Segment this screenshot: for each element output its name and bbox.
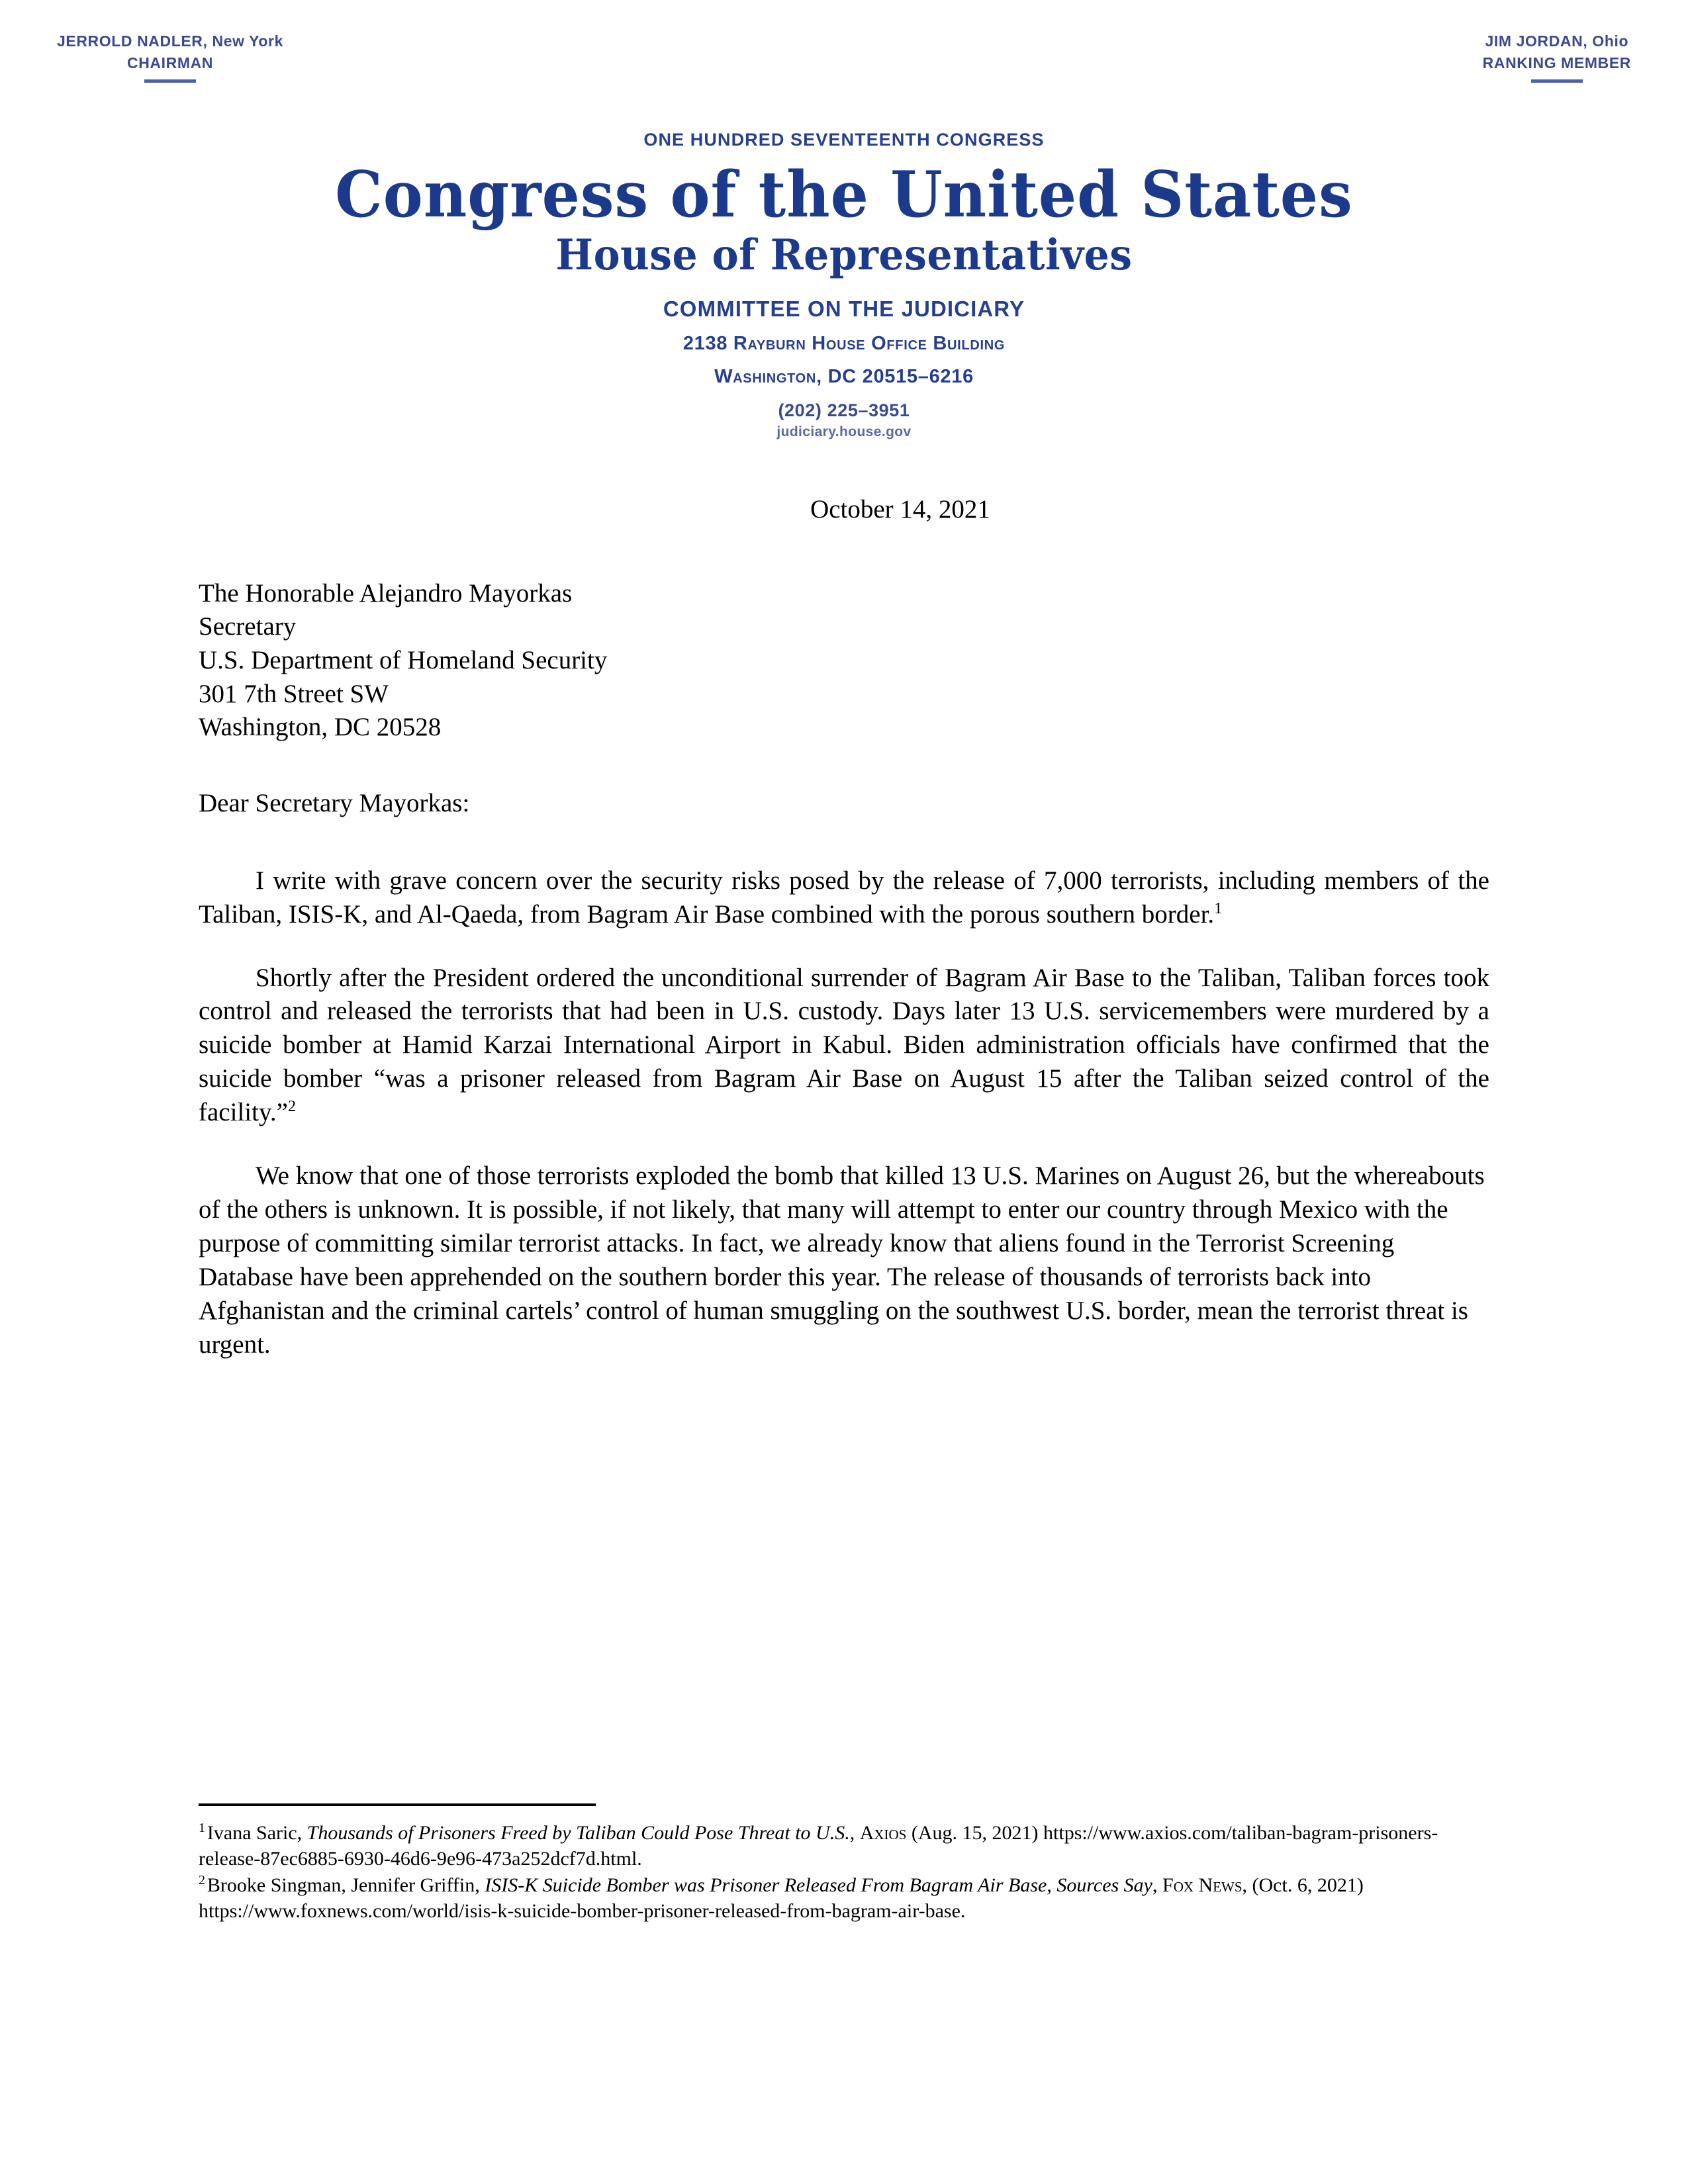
footnote-marker: 1 — [1214, 899, 1223, 917]
congress-number: ONE HUNDRED SEVENTEENTH CONGRESS — [643, 130, 1045, 150]
footnote-date: (Aug. 15, 2021) — [906, 1822, 1044, 1844]
recipient-line: Washington, DC 20528 — [199, 713, 442, 742]
salutation: Dear Secretary Mayorkas: — [199, 789, 470, 818]
footnote-number: 1 — [199, 1821, 205, 1835]
ranking-member-name: JIM JORDAN, Ohio — [1485, 32, 1629, 50]
ranking-member-rule — [1531, 79, 1583, 83]
chairman-name: JERROLD NADLER, New York — [57, 32, 283, 50]
chairman-block — [57, 30, 283, 83]
body-paragraph — [199, 1160, 1489, 1361]
address-building: 2138 Rayburn House Office Building — [682, 332, 1006, 354]
recipient-line: Secretary — [199, 612, 297, 641]
footnote-url[interactable]: https://www.foxnews.com/world/isis-k-suicide-bomber-prisoner-released-from-bagram-air-base. — [199, 1899, 966, 1922]
paragraph-text: We know that one of those terrorists exploded the bomb that killed 13 U.S. Marines on August 26, but the whereabouts of the others is unknown. It is possible, if not likely, that many will attempt to enter our country through Mexico with the purpose of committing similar terrorist attacks. In fact, we already know that aliens found in the Terrorist Screening Database have been apprehended on the southern border this year. The release of thousands of terrorists back into Afghanistan and the criminal cartels’ control of human smuggling on the southwest U.S. border, mean the terrorist threat is urgent. — [199, 1161, 1485, 1359]
footnote-date: , (Oct. 6, 2021) — [1242, 1874, 1364, 1897]
footnote-publication: Axios — [859, 1822, 907, 1844]
footnote-number: 2 — [199, 1873, 205, 1888]
masthead-house-title: House of Representatives — [555, 230, 1133, 280]
ranking-member-block — [1483, 30, 1631, 83]
recipient-line: The Honorable Alejandro Mayorkas — [199, 578, 573, 608]
address-city-state-zip: Washington, DC 20515–6216 — [714, 365, 974, 387]
letterhead — [0, 0, 1688, 440]
footnote-separator-rule — [199, 1803, 596, 1806]
body-paragraph — [199, 864, 1489, 932]
paragraph-text: Shortly after the President ordered the unconditional surrender of Bagram Air Base to the Taliban, Taliban forces took control and released the terrorists that had been in U.S. custody. Days later 13 U.S. servicemembers were murdered by a suicide bomber at Hamid Karzai International Airport in Kabul. Biden administration officials have confirmed that the suicide bomber “was a prisoner released from Bagram Air Base on August 15 after the Taliban seized control of the facility.” — [199, 963, 1489, 1127]
footnote-item: $^2$ Brooke Singman, Jennifer Griffin, ISIS-K Suicide Bomber was Prisoner Released From Bagram Air Base, Sources Say, Fox News, (Oct. 6, 2021) https://www.foxnews.com/world/isis-k-suicide-bomber-prisoner-released-from-bagram-air-base. — [199, 1873, 1364, 1922]
footnote-author: Brooke Singman, Jennifer Griffin, — [207, 1874, 485, 1897]
ranking-member-role: RANKING MEMBER — [1482, 54, 1631, 71]
footnote-title: Thousands of Prisoners Freed by Taliban Could Pose Threat to U.S. — [306, 1822, 850, 1844]
letter-date: October 14, 2021 — [810, 495, 990, 523]
footnotes-section — [199, 1803, 1489, 1925]
phone-number: (202) 225–3951 — [778, 400, 910, 420]
footnote-url[interactable]: https://www.axios.com/taliban-bagram-prisoners-release-87ec6885-6930-46d6-9e96-473a252dcf7d.html. — [199, 1822, 1438, 1870]
footnote-publication: Fox News — [1162, 1874, 1243, 1897]
letter-body — [199, 493, 1489, 1391]
recipient-line: 301 7th Street SW — [199, 679, 389, 708]
body-paragraph — [199, 962, 1489, 1130]
recipient-line: U.S. Department of Homeland Security — [199, 646, 608, 675]
footnote-author: Ivana Saric, — [207, 1822, 307, 1844]
committee-name: COMMITTEE ON THE JUDICIARY — [663, 296, 1025, 321]
footnote-marker: 2 — [287, 1097, 297, 1116]
website-url: judiciary.house.gov — [776, 424, 912, 439]
footnote-item: $^1$ Ivana Saric, Thousands of Prisoners Freed by Taliban Could Pose Threat to U.S., Axios (Aug. 15, 2021) https://www.axios.com/taliban-bagram-prisoners-release-87ec6885-6930-46d6-9e96-473a252dcf7d.html. — [199, 1821, 1438, 1870]
recipient-address-block — [199, 577, 1489, 745]
paragraph-text: I write with grave concern over the security risks posed by the release of 7,000 terrorists, including members of the Taliban, ISIS-K, and Al-Qaeda, from Bagram Air Base combined with the porous southern border. — [199, 866, 1489, 929]
footnote-title: ISIS-K Suicide Bomber was Prisoner Released From Bagram Air Base, Sources Say — [485, 1874, 1153, 1897]
chairman-rule — [144, 79, 196, 83]
masthead-congress-title: Congress of the United States — [335, 157, 1353, 232]
chairman-role: CHAIRMAN — [126, 54, 213, 71]
